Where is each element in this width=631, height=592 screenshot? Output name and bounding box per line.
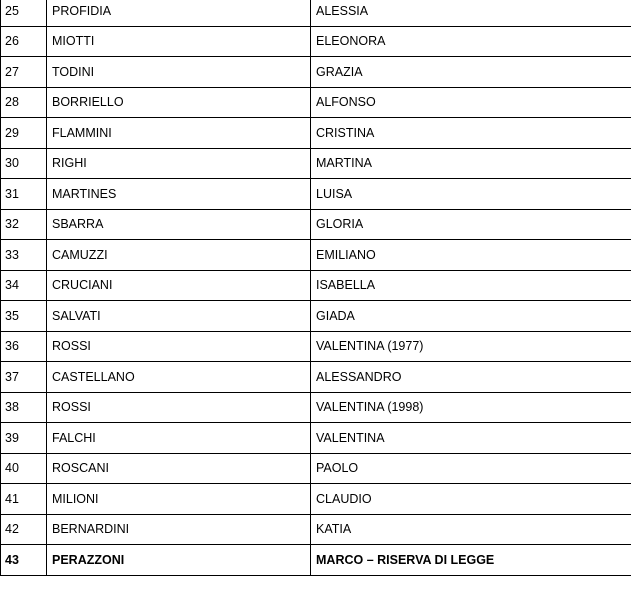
row-number-cell: 26	[1, 26, 47, 57]
surname-cell: BORRIELLO	[47, 87, 311, 118]
first-name-cell: VALENTINA (1977)	[311, 331, 631, 362]
table-row	[1, 270, 631, 301]
table-row	[1, 362, 631, 393]
table-row	[1, 179, 631, 210]
first-name-cell: GLORIA	[311, 209, 631, 240]
first-name-cell: MARCO – RISERVA DI LEGGE	[311, 545, 631, 576]
first-name-cell: CRISTINA	[311, 118, 631, 149]
first-name-cell: ALESSANDRO	[311, 362, 631, 393]
table-row	[1, 0, 631, 26]
row-number-cell: 43	[1, 545, 47, 576]
row-number-cell: 25	[1, 0, 47, 26]
row-number-cell: 33	[1, 240, 47, 271]
row-number-cell: 37	[1, 362, 47, 393]
first-name-cell: GIADA	[311, 301, 631, 332]
table-row	[1, 209, 631, 240]
table-row	[1, 484, 631, 515]
row-number-cell: 41	[1, 484, 47, 515]
surname-cell: MIOTTI	[47, 26, 311, 57]
table-row	[1, 87, 631, 118]
surname-cell: MILIONI	[47, 484, 311, 515]
surname-cell: CAMUZZI	[47, 240, 311, 271]
surname-cell: SBARRA	[47, 209, 311, 240]
row-number-cell: 32	[1, 209, 47, 240]
surname-cell: ROSCANI	[47, 453, 311, 484]
table-row	[1, 26, 631, 57]
table-row	[1, 392, 631, 423]
surname-cell: PROFIDIA	[47, 0, 311, 26]
surname-cell: PERAZZONI	[47, 545, 311, 576]
surname-cell: BERNARDINI	[47, 514, 311, 545]
first-name-cell: ELEONORA	[311, 26, 631, 57]
row-number-cell: 27	[1, 57, 47, 88]
first-name-cell: CLAUDIO	[311, 484, 631, 515]
table-row	[1, 57, 631, 88]
first-name-cell: ALFONSO	[311, 87, 631, 118]
first-name-cell: ISABELLA	[311, 270, 631, 301]
row-number-cell: 28	[1, 87, 47, 118]
surname-cell: ROSSI	[47, 392, 311, 423]
first-name-cell: KATIA	[311, 514, 631, 545]
table-row	[1, 148, 631, 179]
row-number-cell: 29	[1, 118, 47, 149]
table-row	[1, 545, 631, 576]
row-number-cell: 30	[1, 148, 47, 179]
surname-cell: SALVATI	[47, 301, 311, 332]
surname-cell: FALCHI	[47, 423, 311, 454]
surname-cell: MARTINES	[47, 179, 311, 210]
row-number-cell: 31	[1, 179, 47, 210]
table-body	[1, 0, 631, 575]
first-name-cell: LUISA	[311, 179, 631, 210]
surname-cell: RIGHI	[47, 148, 311, 179]
table-row	[1, 240, 631, 271]
table-row	[1, 423, 631, 454]
surname-cell: FLAMMINI	[47, 118, 311, 149]
table-row	[1, 331, 631, 362]
first-name-cell: VALENTINA (1998)	[311, 392, 631, 423]
row-number-cell: 39	[1, 423, 47, 454]
surname-cell: CRUCIANI	[47, 270, 311, 301]
first-name-cell: PAOLO	[311, 453, 631, 484]
table-row	[1, 118, 631, 149]
row-number-cell: 40	[1, 453, 47, 484]
first-name-cell: VALENTINA	[311, 423, 631, 454]
first-name-cell: ALESSIA	[311, 0, 631, 26]
row-number-cell: 38	[1, 392, 47, 423]
row-number-cell: 42	[1, 514, 47, 545]
first-name-cell: EMILIANO	[311, 240, 631, 271]
surname-cell: CASTELLANO	[47, 362, 311, 393]
surname-cell: ROSSI	[47, 331, 311, 362]
row-number-cell: 34	[1, 270, 47, 301]
row-number-cell: 36	[1, 331, 47, 362]
table-row	[1, 453, 631, 484]
table-row	[1, 301, 631, 332]
surname-cell: TODINI	[47, 57, 311, 88]
table-row	[1, 514, 631, 545]
first-name-cell: GRAZIA	[311, 57, 631, 88]
row-number-cell: 35	[1, 301, 47, 332]
first-name-cell: MARTINA	[311, 148, 631, 179]
